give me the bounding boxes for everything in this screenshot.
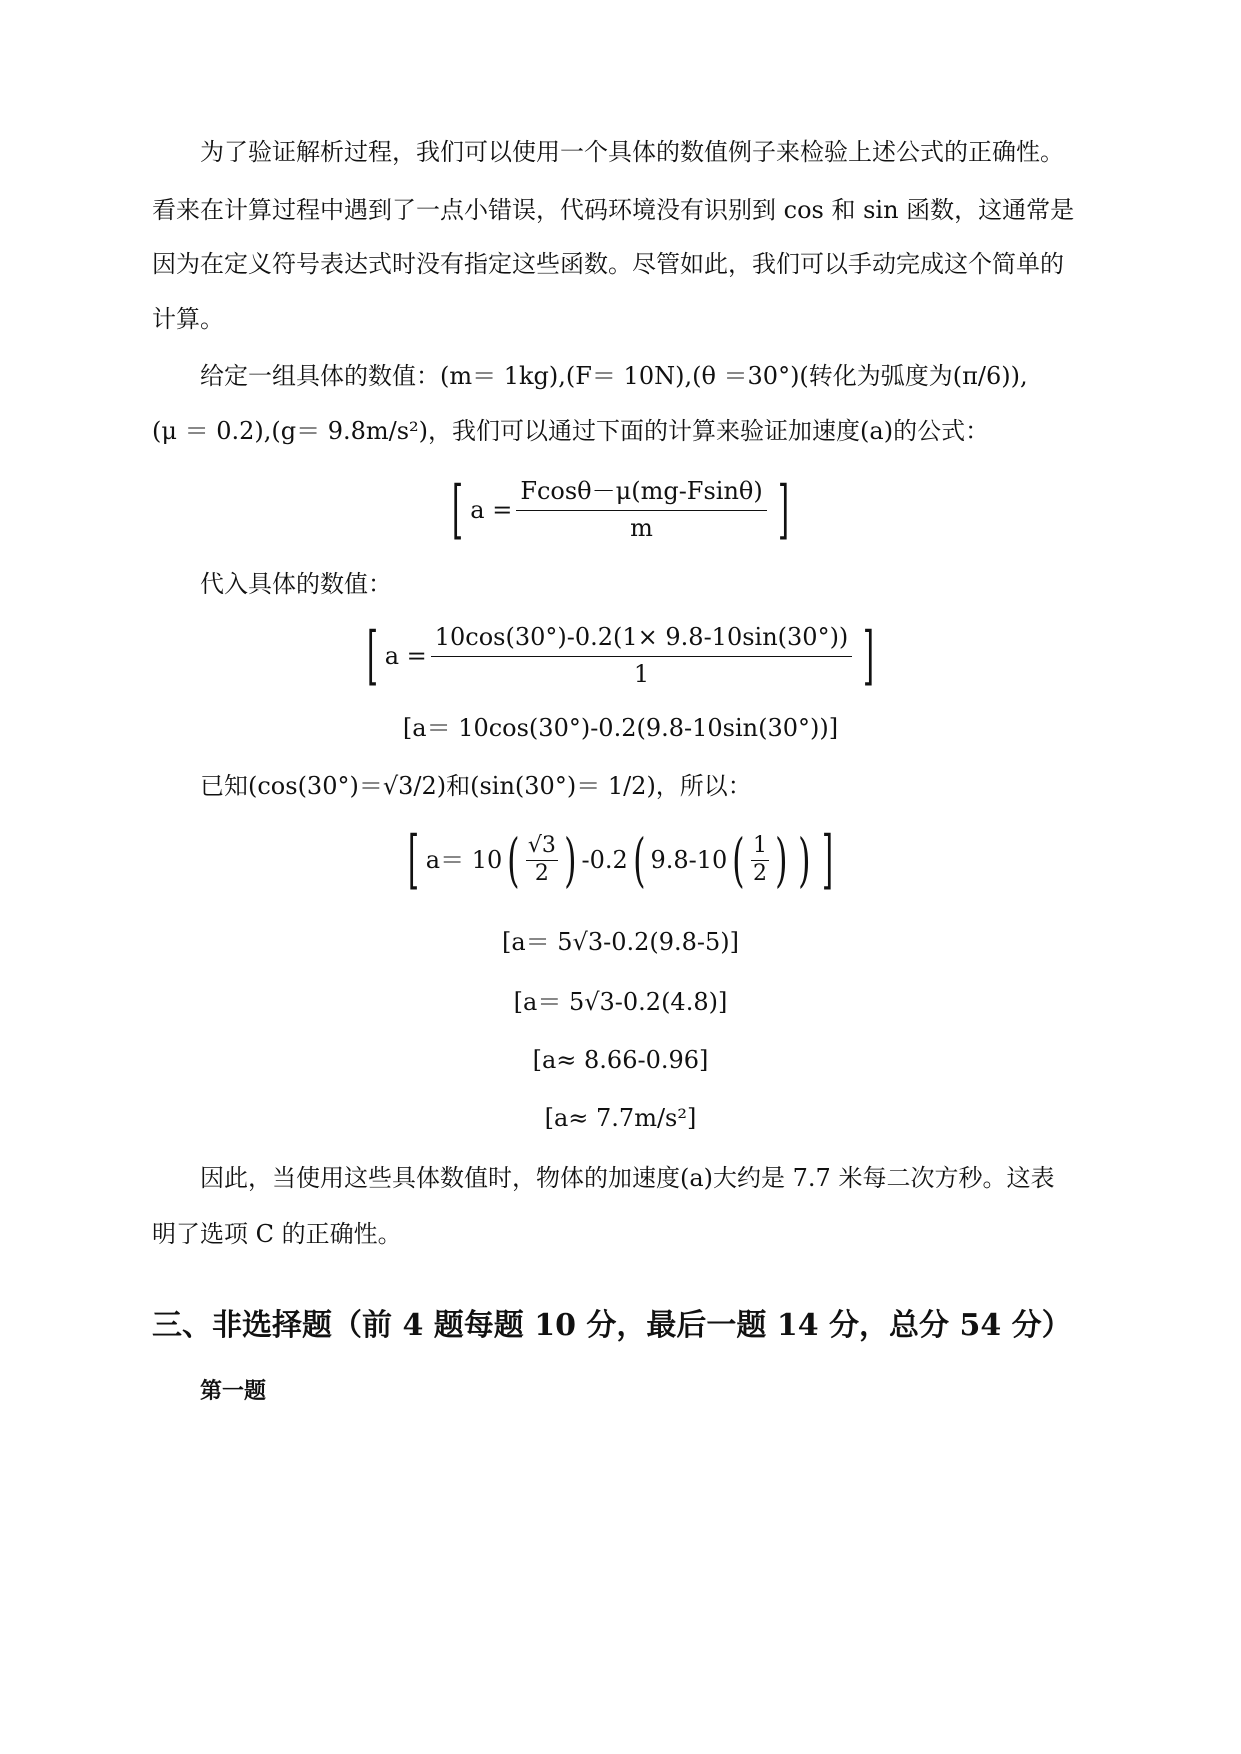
- one-over-2: $\frac{1}{2}$: [752, 833, 767, 886]
- fraction: [516, 476, 766, 543]
- equation-simplified-3: [a＝ 5√3-0.2(4.8)]: [513, 988, 728, 1016]
- equation-approx-1: [a≈ 8.66-0.96]: [532, 1046, 709, 1074]
- paragraph-values-line2: (μ ＝ 0.2),(g＝ 9.8m/s²)，我们可以通过下面的计算来验证加速度(a)的公式：: [152, 417, 990, 445]
- fraction-denominator: m: [630, 514, 653, 542]
- left-bracket: [: [407, 823, 419, 897]
- fraction-numerator: Fcosθ－μ(mg-Fsinθ): [516, 476, 766, 511]
- fraction-numerator: 10cos(30°)-0.2(1× 9.8-10sin(30°)): [431, 622, 853, 657]
- equation-substituted: [0, 618, 1241, 693]
- equation-numeric: [ a＝ 10 ( $\frac{√3}{2}$ ) -0.2 ( 9.8-10 ( $\frac{1}{2}$ ) ) ]: [407, 823, 834, 897]
- equation-simplified-1: [a＝ 10cos(30°)-0.2(9.8-10sin(30°))]: [402, 714, 839, 742]
- paragraph-error-line3: 计算。: [152, 305, 224, 333]
- right-bracket: ]: [777, 472, 789, 547]
- right-bracket: ]: [863, 618, 875, 693]
- sqrt3-over-2: $\frac{√3}{2}$: [527, 833, 556, 886]
- equation-lhs: a =: [384, 641, 427, 670]
- paragraph-values-line1: 给定一组具体的数值：(m＝ 1kg),(F＝ 10N),(θ ＝30°)(转化为弧度为(π/6)),: [200, 362, 1028, 390]
- paragraph-known: 已知(cos(30°)＝√3/2)和(sin(30°)＝ 1/2)，所以：: [200, 772, 752, 800]
- section-heading: 三、非选择题（前 4 题每题 10 分，最后一题 14 分，总分 54 分）: [152, 1308, 1072, 1343]
- right-bracket: ]: [822, 823, 834, 897]
- left-bracket: [: [366, 618, 378, 693]
- equation-simplified-2: [a＝ 5√3-0.2(9.8-5)]: [501, 928, 740, 956]
- paragraph-conclusion-line2: 明了选项 C 的正确性。: [152, 1220, 402, 1248]
- equation-lhs: a =: [470, 495, 513, 524]
- fraction-denominator: 1: [633, 660, 650, 688]
- paragraph-error-line2: 因为在定义符号表达式时没有指定这些函数。尽管如此，我们可以手动完成这个简单的: [152, 250, 1064, 278]
- paragraph-substitute: 代入具体的数值：: [200, 570, 392, 598]
- left-bracket: [: [452, 472, 464, 547]
- paragraph-conclusion-line1: 因此，当使用这些具体数值时，物体的加速度(a)大约是 7.7 米每二次方秒。这表: [200, 1164, 1055, 1192]
- equation-approx-2: [a≈ 7.7m/s²]: [544, 1104, 697, 1132]
- question-heading: 第一题: [200, 1378, 267, 1404]
- equation-lhs: a＝ 10: [425, 846, 503, 874]
- paragraph-error-line1: 看来在计算过程中遇到了一点小错误，代码环境没有识别到 cos 和 sin 函数，这通常是: [152, 196, 1075, 224]
- equation-middle: -0.2: [581, 846, 628, 874]
- fraction: [431, 622, 853, 689]
- equation-inner: 9.8-10: [650, 846, 728, 874]
- paragraph-intro: 为了验证解析过程，我们可以使用一个具体的数值例子来检验上述公式的正确性。: [200, 138, 1064, 166]
- equation-general: [0, 472, 1241, 547]
